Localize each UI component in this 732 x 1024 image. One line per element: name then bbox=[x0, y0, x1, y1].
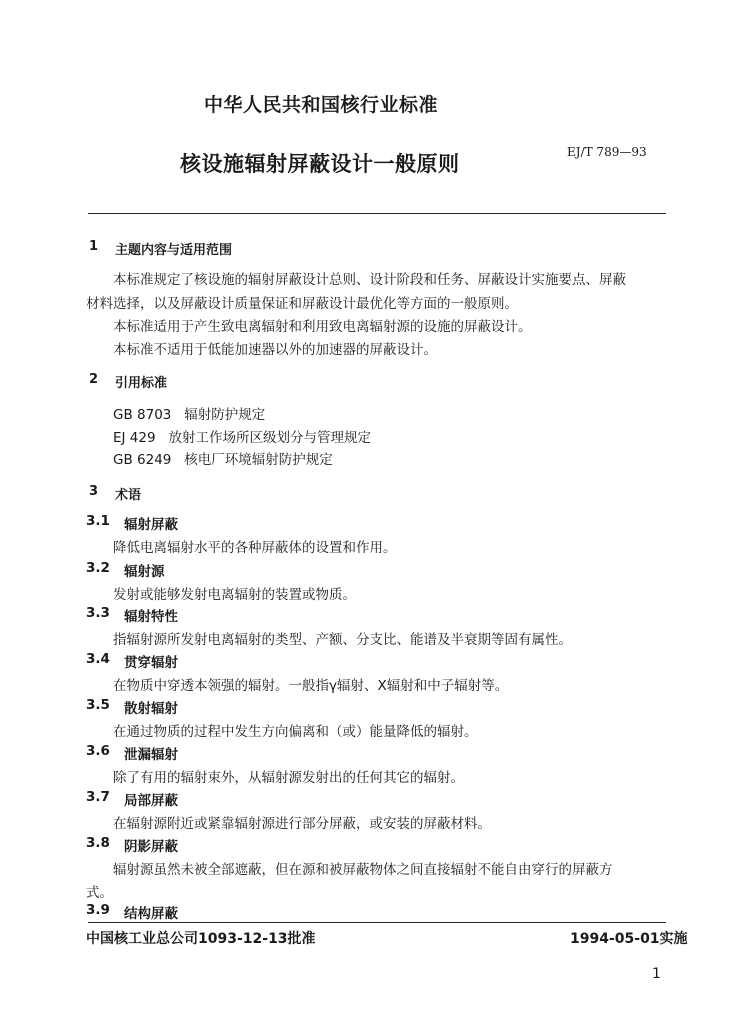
paragraph-line: 本标准适用于产生致电离辐射和利用致电离辐射源的设施的屏蔽设计。 bbox=[113, 319, 532, 335]
term-name: 辐射源 bbox=[124, 564, 165, 580]
term-definition: 指辐射源所发射电离辐射的类型、产额、分支比、能谱及半衰期等固有属性。 bbox=[113, 632, 572, 648]
term-number: 3.1 bbox=[86, 513, 110, 529]
term-name: 散射辐射 bbox=[124, 701, 178, 717]
paragraph-line: 本标准规定了核设施的辐射屏蔽设计总则、设计阶段和任务、屏蔽设计实施要点、屏蔽 bbox=[113, 272, 626, 288]
effective-date: 1994-05-01实施 bbox=[570, 931, 688, 947]
approval-line: 中国核工业总公司1093-12-13批准 bbox=[86, 931, 316, 947]
term-definition: 辐射源虽然未被全部遮蔽，但在源和被屏蔽物体之间直接辐射不能自由穿行的屏蔽方 bbox=[113, 862, 613, 878]
term-number: 3.9 bbox=[86, 902, 110, 918]
term-definition: 在物质中穿透本领强的辐射。一般指γ辐射、X辐射和中子辐射等。 bbox=[113, 678, 509, 694]
footer-divider bbox=[88, 922, 666, 923]
document-title: 核设施辐射屏蔽设计一般原则 bbox=[180, 152, 460, 176]
term-definition: 在通过物质的过程中发生方向偏离和（或）能量降低的辐射。 bbox=[113, 724, 478, 740]
term-number: 3.7 bbox=[86, 789, 110, 805]
paragraph-line: 材料选择，以及屏蔽设计质量保证和屏蔽设计最优化等方面的一般原则。 bbox=[86, 296, 518, 312]
section-title: 主题内容与适用范围 bbox=[115, 243, 233, 258]
term-definition: 降低电离辐射水平的各种屏蔽体的设置和作用。 bbox=[113, 540, 397, 556]
term-number: 3.3 bbox=[86, 605, 110, 621]
term-number: 3.6 bbox=[86, 743, 110, 759]
reference-name: 核电厂环境辐射防护规定 bbox=[184, 452, 333, 468]
reference-code: GB 8703 bbox=[113, 407, 172, 423]
section-number: 3 bbox=[89, 484, 99, 499]
section-number: 2 bbox=[89, 372, 99, 387]
term-definition: 发射或能够发射电离辐射的装置或物质。 bbox=[113, 587, 356, 603]
reference-code: GB 6249 bbox=[113, 452, 172, 468]
term-definition: 除了有用的辐射束外，从辐射源发射出的任何其它的辐射。 bbox=[113, 770, 464, 786]
term-number: 3.8 bbox=[86, 835, 110, 851]
term-name: 结构屏蔽 bbox=[124, 906, 178, 922]
issuing-organization: 中华人民共和国核行业标准 bbox=[204, 94, 439, 116]
reference-item bbox=[113, 448, 333, 468]
term-definition: 式。 bbox=[86, 885, 113, 901]
header-divider bbox=[88, 213, 666, 214]
paragraph-line: 本标准不适用于低能加速器以外的加速器的屏蔽设计。 bbox=[113, 342, 437, 358]
standard-code: EJ/T 789—93 bbox=[567, 145, 647, 159]
term-name: 泄漏辐射 bbox=[124, 747, 178, 763]
term-definition: 在辐射源附近或紧靠辐射源进行部分屏蔽，或安装的屏蔽材料。 bbox=[113, 816, 491, 832]
section-number: 1 bbox=[89, 239, 99, 254]
term-name: 局部屏蔽 bbox=[124, 793, 178, 809]
term-name: 辐射屏蔽 bbox=[124, 517, 178, 533]
term-name: 阴影屏蔽 bbox=[124, 839, 178, 855]
term-name: 贯穿辐射 bbox=[124, 655, 178, 671]
term-number: 3.4 bbox=[86, 651, 110, 667]
term-number: 3.2 bbox=[86, 560, 110, 576]
section-title: 引用标准 bbox=[115, 376, 168, 391]
reference-name: 放射工作场所区级划分与管理规定 bbox=[168, 430, 371, 446]
reference-item bbox=[113, 403, 265, 423]
term-number: 3.5 bbox=[86, 697, 110, 713]
page-number: 1 bbox=[652, 966, 661, 982]
section-title: 术语 bbox=[115, 488, 142, 503]
reference-name: 辐射防护规定 bbox=[184, 407, 266, 423]
term-name: 辐射特性 bbox=[124, 609, 178, 625]
reference-item bbox=[113, 426, 371, 446]
reference-code: EJ 429 bbox=[113, 430, 156, 446]
